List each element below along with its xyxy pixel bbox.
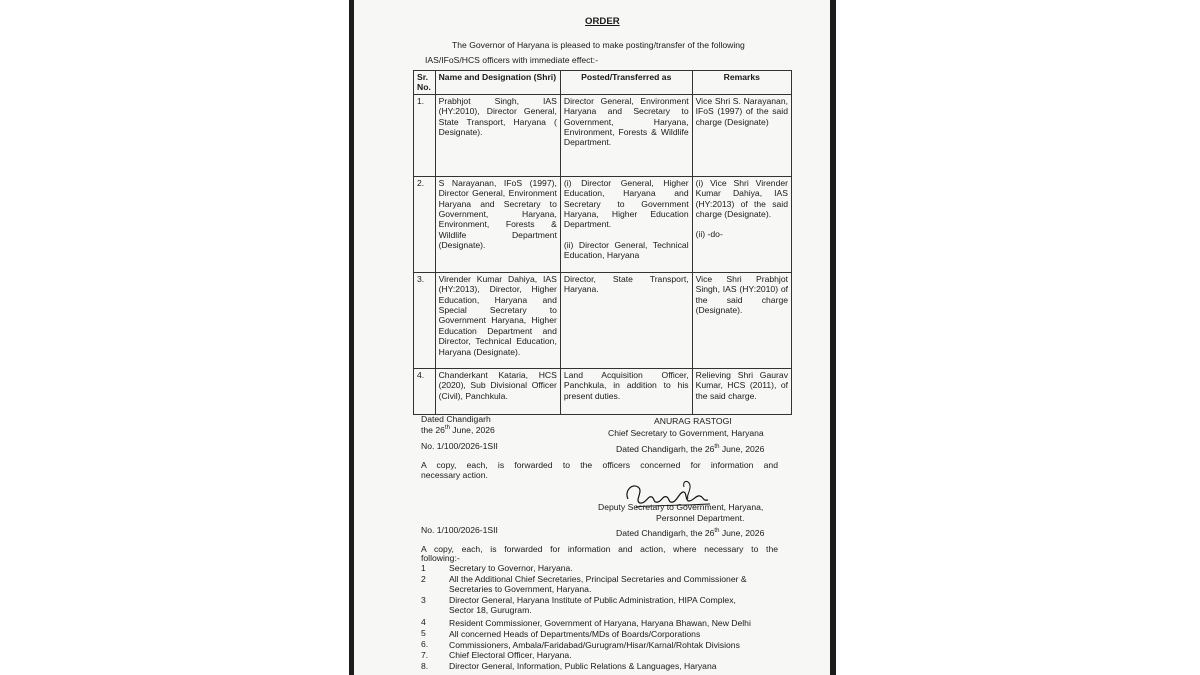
table-row xyxy=(414,94,792,176)
row1-sr: 1. xyxy=(414,94,436,176)
dated-date: the 26th June, 2026 xyxy=(421,425,495,435)
list-item: All concerned Heads of Departments/MDs of Boards/Corporations xyxy=(449,629,701,639)
list-item: Chief Electoral Officer, Haryana. xyxy=(449,650,572,660)
row2-remarks-item2: (ii) -do- xyxy=(695,229,723,240)
row4-name: Chanderkant Kataria, HCS (2020), Sub Divisional Officer (Civil), Panchkula. xyxy=(435,368,560,414)
memo1-date: Dated Chandigarh, the 26th June, 2026 xyxy=(616,444,765,454)
header-remarks: Remarks xyxy=(692,71,791,95)
posting-table xyxy=(413,70,792,415)
list-item-number: 6. xyxy=(421,639,429,649)
list-item-number: 7. xyxy=(421,650,429,660)
list-item: Secretary to Governor, Haryana. xyxy=(449,563,573,573)
list-item: Director General, Information, Public Relations & Languages, Haryana xyxy=(449,661,717,671)
row2-posted-item1: (i) Director General, Higher Education, Haryana and Secretary to Government Haryana, Higher Education Department. xyxy=(563,177,689,230)
order-intro-line2: IAS/IFoS/HCS officers with immediate effect:- xyxy=(425,55,599,65)
row2-remarks xyxy=(692,176,791,272)
header-sr-no: Sr. No. xyxy=(414,71,436,95)
row4-posted: Land Acquisition Officer, Panchkula, in addition to his present duties. xyxy=(560,368,692,414)
list-item: Director General, Haryana Institute of Public Administration, HIPA Complex, xyxy=(449,595,736,605)
table-row xyxy=(414,368,792,414)
deputy-title-line1: Deputy Secretary to Government, Haryana, xyxy=(598,502,764,512)
deputy-title-line2: Personnel Department. xyxy=(656,513,745,523)
memo2-text-line2: following:- xyxy=(421,553,460,563)
row1-posted: Director General, Environment Haryana and Secretary to Government, Haryana, Environment, Forests & Wildlife Department. xyxy=(560,94,692,176)
memo2-number: No. 1/100/2026-1SII xyxy=(421,525,498,535)
row3-name: Virender Kumar Dahiya, IAS (HY:2013), Director, Higher Education, Haryana and Special Secretary to Government Haryana, Higher Education Department and Director, Technical Education, Haryana (Designate). xyxy=(435,272,560,368)
list-item: Commissioners, Ambala/Faridabad/Gurugram/Hisar/Karnal/Rohtak Divisions xyxy=(449,640,740,650)
list-item-number: 1 xyxy=(421,563,426,573)
order-title: ORDER xyxy=(585,16,620,27)
memo1-number: No. 1/100/2026-1SII xyxy=(421,441,498,451)
memo2-text-line1: A copy, each, is forwarded for information and action, where necessary to the xyxy=(421,544,778,554)
row2-remarks-item1: (i) Vice Shri Virender Kumar Dahiya, IAS (HY:2013) of the said charge (Designate). xyxy=(695,177,788,220)
list-item-continuation: Secretaries to Government, Haryana. xyxy=(449,584,592,594)
list-item-number: 2 xyxy=(421,574,426,584)
row3-posted: Director, State Transport, Haryana. xyxy=(560,272,692,368)
list-item: Resident Commissioner, Government of Haryana, Haryana Bhawan, New Delhi xyxy=(449,618,751,628)
header-name-designation: Name and Designation (Shri) xyxy=(435,71,560,95)
table-header-row xyxy=(414,71,792,95)
row2-posted xyxy=(560,176,692,272)
dated-place: Dated Chandigarh xyxy=(421,414,491,424)
row4-sr: 4. xyxy=(414,368,436,414)
table-row xyxy=(414,176,792,272)
list-item-continuation: Sector 18, Gurugram. xyxy=(449,605,532,615)
row4-remarks: Relieving Shri Gaurav Kumar, HCS (2011), of the said charge. xyxy=(692,368,791,414)
memo1-text-line1: A copy, each, is forwarded to the officers concerned for information and xyxy=(421,460,778,470)
row2-sr: 2. xyxy=(414,176,436,272)
list-item-number: 5 xyxy=(421,628,426,638)
list-item-number: 3 xyxy=(421,595,426,605)
row2-posted-item2: (ii) Director General, Technical Education, Haryana xyxy=(563,239,689,261)
row1-name: Prabhjot Singh, IAS (HY:2010), Director General, State Transport, Haryana ( Designate). xyxy=(435,94,560,176)
memo2-date: Dated Chandigarh, the 26th June, 2026 xyxy=(616,528,765,538)
row3-sr: 3. xyxy=(414,272,436,368)
order-intro-line1: The Governor of Haryana is pleased to make posting/transfer of the following xyxy=(452,40,745,50)
list-item-number: 4 xyxy=(421,617,426,627)
signatory-name: ANURAG RASTOGI xyxy=(654,416,732,426)
row2-name: S Narayanan, IFoS (1997), Director General, Environment Haryana and Secretary to Government, Haryana, Environment, Forests & Wildlife Department (Designate). xyxy=(435,176,560,272)
page-right-edge xyxy=(830,0,836,675)
row1-remarks: Vice Shri S. Narayanan, IFoS (1997) of the said charge (Designate) xyxy=(692,94,791,176)
memo1-text-line2: necessary action. xyxy=(421,470,488,480)
row3-remarks: Vice Shri Prabhjot Singh, IAS (HY:2010) of the said charge (Designate). xyxy=(692,272,791,368)
header-posted-transferred: Posted/Transferred as xyxy=(560,71,692,95)
signatory-title: Chief Secretary to Government, Haryana xyxy=(608,428,764,438)
list-item: All the Additional Chief Secretaries, Principal Secretaries and Commissioner & xyxy=(449,574,747,584)
list-item-number: 8. xyxy=(421,661,429,671)
table-row xyxy=(414,272,792,368)
